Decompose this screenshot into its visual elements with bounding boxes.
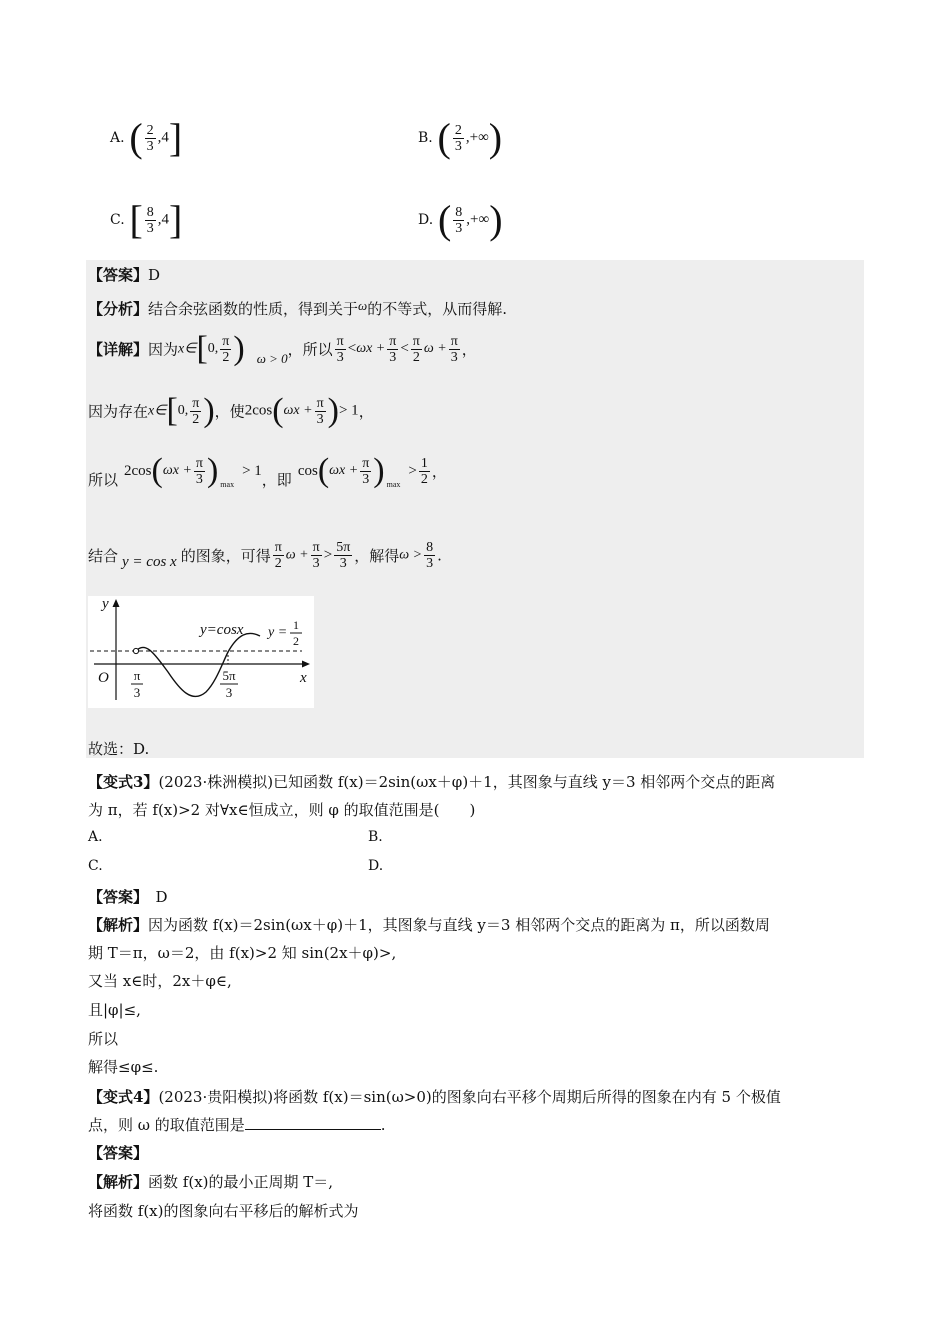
line-label-num: 1 bbox=[293, 618, 299, 632]
answer3-line: 【答案】 D bbox=[88, 888, 168, 906]
solution3-line-5: 所以 bbox=[88, 1030, 119, 1048]
option-a: A. ( $\frac{2}{3}$ ,4] bbox=[110, 115, 183, 160]
variant4-line-2: 点，则 ω 的取值范围是 . bbox=[88, 1116, 386, 1134]
solution3-line-6: 解得≤φ≤. bbox=[88, 1058, 159, 1076]
tick1-num: π bbox=[133, 668, 141, 683]
answer4-line: 【答案】 bbox=[88, 1144, 149, 1162]
detail-line-1: 【详解】因为x∈[0, $\frac{\pi}{2}$ ) ω > 0，所以 $\frac{\pi}{3}$ <ωx + $\frac{\pi}{3}$ < $\frac{\pi}{2}$ ω + $\frac{\pi}{3}$ ， bbox=[88, 330, 477, 367]
tick1-den: 3 bbox=[133, 685, 141, 700]
solution3-line-4: 且|φ|≤, bbox=[88, 1001, 141, 1019]
cosine-graph bbox=[88, 596, 314, 708]
answer-blank bbox=[245, 1117, 381, 1130]
solution4-line-1: 【解析】函数 f(x)的最小正周期 T＝, bbox=[88, 1173, 334, 1191]
option-d-letter: D. bbox=[418, 212, 434, 228]
variant3-option-b: B. bbox=[368, 829, 383, 845]
line-label: y = bbox=[268, 625, 288, 640]
option-d: D. ( $\frac{8}{3}$ ,+∞) bbox=[418, 197, 503, 242]
answer-line: 【答案】D bbox=[88, 266, 161, 284]
option-a-letter: A. bbox=[110, 130, 125, 146]
variant4-line-1: 【变式4】(2023·贵阳模拟)将函数 f(x)＝sin(ω>0)的图象向右平移个周期后所得的图象在内有 5 个极值 bbox=[88, 1088, 781, 1106]
option-b-letter: B. bbox=[418, 130, 433, 146]
line-label-den: 2 bbox=[293, 634, 299, 648]
x-axis-label: x bbox=[300, 670, 307, 686]
solution3-line-2: 期 T＝π，ω＝2，由 f(x)>2 知 sin(2x＋φ)>, bbox=[88, 944, 397, 962]
variant3-option-d: D. bbox=[368, 858, 384, 874]
y-axis-label: y bbox=[102, 596, 109, 612]
variant3-option-c: C. bbox=[88, 858, 103, 874]
solution3-line-1: 【解析】因为函数 f(x)＝2sin(ωx＋φ)＋1，其图象与直线 y＝3 相邻两个交点的距离为 π，所以函数周 bbox=[88, 916, 770, 934]
variant3-line-2: 为 π，若 f(x)>2 对∀x∈恒成立，则 φ 的取值范围是( ) bbox=[88, 801, 476, 819]
tick2-num: 5π bbox=[222, 668, 236, 683]
detail-line-4: 结合 y = cos x 的图象，可得 $\frac{\pi}{2}$ ω + $\frac{\pi}{3}$ > $\frac{5\pi}{3}$ ，解得ω > $\frac{8}{3}$ . bbox=[88, 540, 442, 571]
solution4-line-2: 将函数 f(x)的图象向右平移后的解析式为 bbox=[88, 1202, 359, 1220]
option-b: B. ( $\frac{2}{3}$ ,+∞) bbox=[418, 115, 503, 160]
option-c: C. [ $\frac{8}{3}$ ,4] bbox=[110, 197, 183, 242]
graph-background bbox=[88, 596, 314, 708]
curve-label: y=cosx bbox=[200, 622, 244, 638]
variant3-line-1: 【变式3】(2023·株洲模拟)已知函数 f(x)＝2sin(ωx＋φ)＋1，其图象与直线 y＝3 相邻两个交点的距离 bbox=[88, 773, 776, 791]
solution3-line-3: 又当 x∈时，2x＋φ∈, bbox=[88, 972, 232, 990]
detail-line-3: 所以2cos(ωx + $\frac{\pi}{3}$ ) $_{max}$> 1，即cos(ωx + $\frac{\pi}{3}$ ) $_{max}$> $\frac{1}{2}$ ， bbox=[88, 452, 447, 489]
variant3-option-a: A. bbox=[88, 829, 103, 845]
analysis-line: 【分析】结合余弦函数的性质，得到关于ω的不等式，从而得解. bbox=[88, 298, 507, 318]
detail-line-2: 因为存在x∈[0, $\frac{\pi}{2}$ )，使2cos(ωx + $\frac{\pi}{3}$ )> 1， bbox=[88, 392, 374, 429]
origin-label: O bbox=[98, 670, 109, 686]
choose-line: 故选：D. bbox=[88, 740, 150, 758]
tick2-den: 3 bbox=[225, 685, 233, 700]
open-point bbox=[133, 648, 138, 653]
option-c-letter: C. bbox=[110, 212, 125, 228]
